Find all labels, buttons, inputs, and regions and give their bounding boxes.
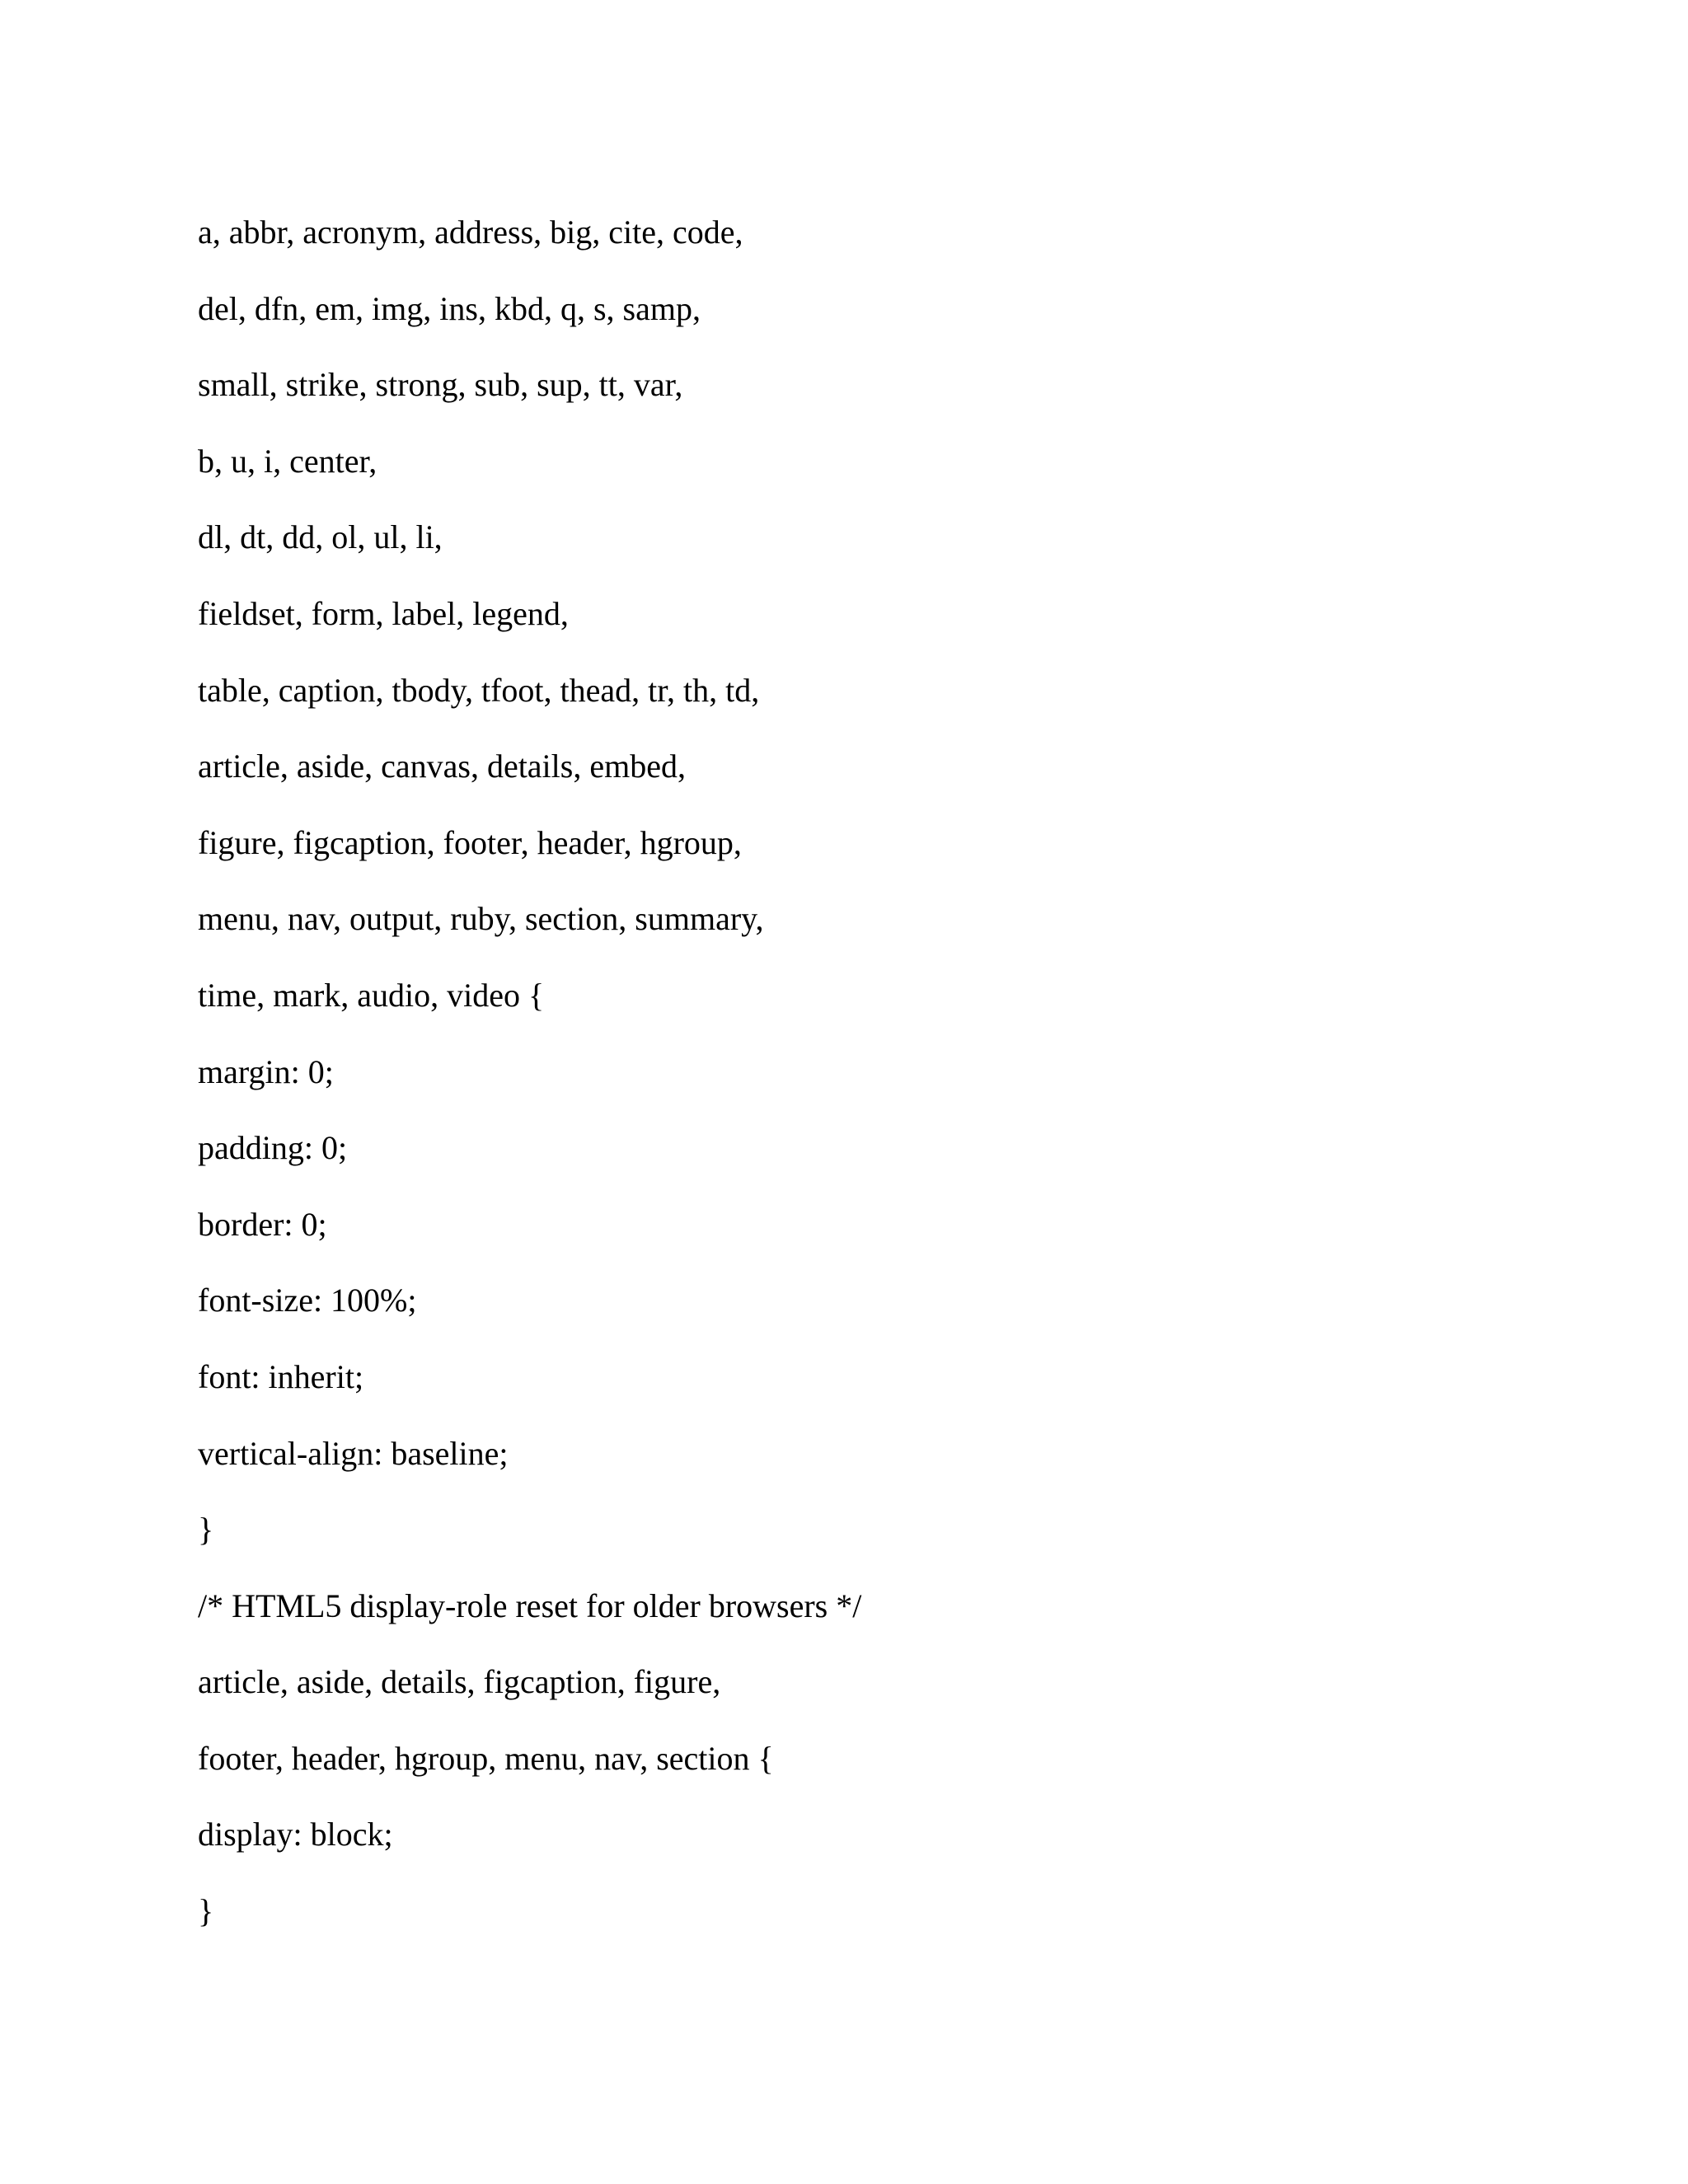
code-comment-line: /* HTML5 display-role reset for older browsers */ (198, 1586, 862, 1624)
code-line-3: small, strike, strong, sub, sup, tt, var, (198, 366, 683, 404)
code-line-23: } (198, 1892, 214, 1930)
code-line-22: display: block; (198, 1816, 393, 1854)
code-line-1: a, abbr, acronym, address, big, cite, code, (198, 213, 743, 251)
code-line-11: time, mark, audio, video { (198, 976, 545, 1014)
code-line-9: figure, figcaption, footer, header, hgroup, (198, 823, 742, 861)
code-line-4: b, u, i, center, (198, 442, 377, 480)
code-line-21: footer, header, hgroup, menu, nav, section { (198, 1739, 774, 1777)
code-line-12: margin: 0; (198, 1052, 334, 1090)
code-line-13: padding: 0; (198, 1129, 348, 1167)
code-line-2: del, dfn, em, img, ins, kbd, q, s, samp, (198, 289, 701, 327)
code-line-10: menu, nav, output, ruby, section, summary, (198, 900, 764, 938)
code-line-20: article, aside, details, figcaption, figure, (198, 1663, 721, 1701)
code-line-6: fieldset, form, label, legend, (198, 594, 569, 632)
code-line-8: article, aside, canvas, details, embed, (198, 748, 686, 785)
code-line-15: font-size: 100%; (198, 1282, 417, 1319)
code-line-17: vertical-align: baseline; (198, 1434, 509, 1472)
code-line-14: border: 0; (198, 1205, 327, 1243)
code-line-7: table, caption, tbody, tfoot, thead, tr, th, td, (198, 671, 760, 709)
code-line-5: dl, dt, dd, ol, ul, li, (198, 518, 443, 556)
code-line-18: } (198, 1511, 214, 1549)
code-text-block (198, 194, 861, 1950)
code-line-16: font: inherit; (198, 1357, 364, 1395)
